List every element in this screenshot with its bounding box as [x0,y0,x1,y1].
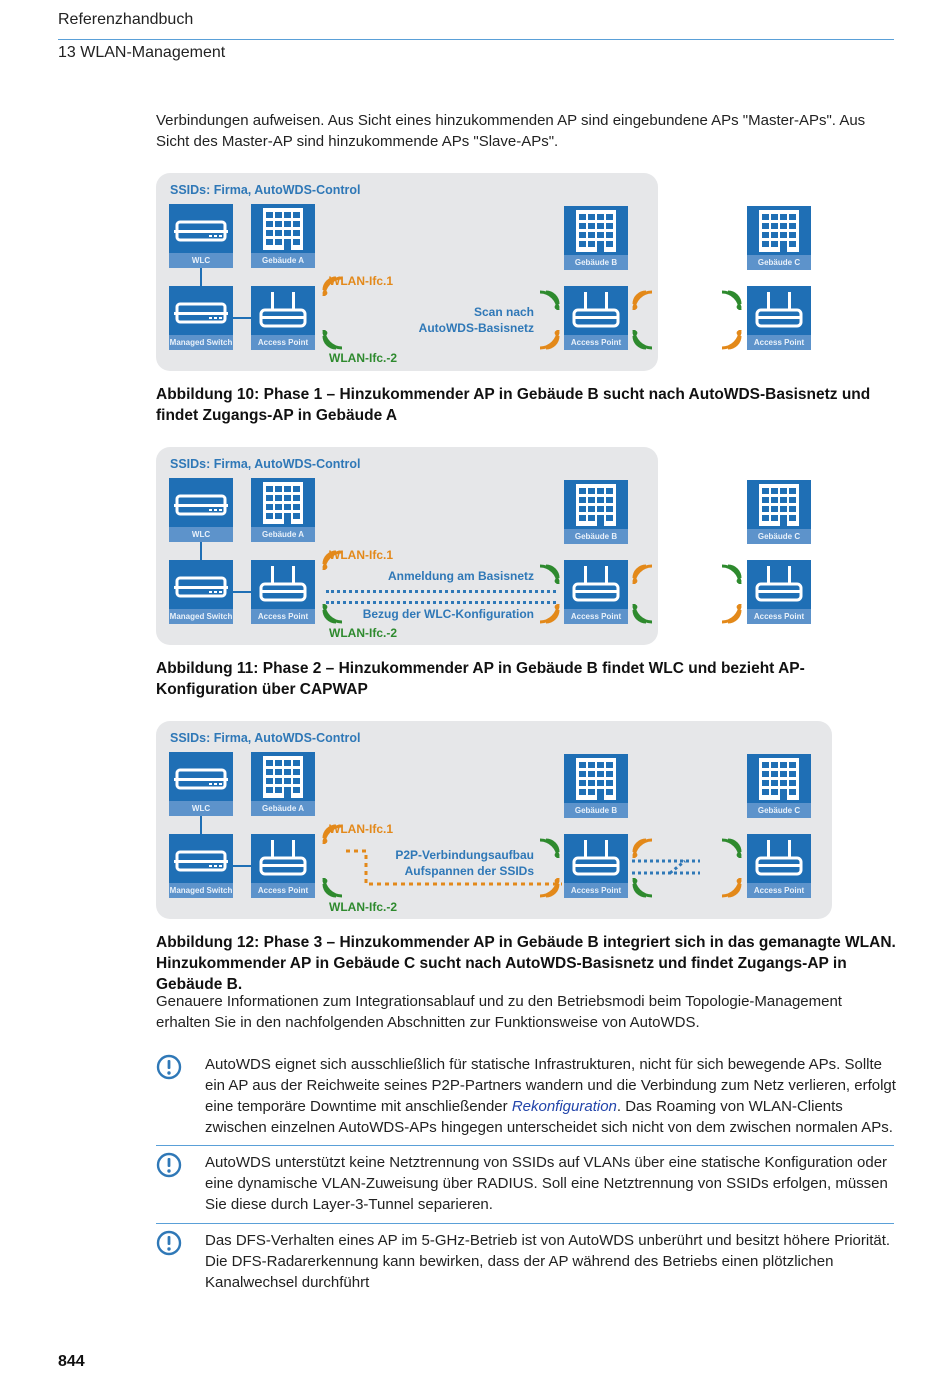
figure-12-ifc1-label: WLAN-Ifc.1 [329,822,393,836]
note-divider [156,1223,894,1224]
access-point-b-label: Access Point [564,883,628,898]
building-b-icon [564,206,628,270]
access-point-c-device [747,286,811,350]
header-divider [58,39,894,40]
wlc-device [169,204,233,268]
managed-switch-device [169,834,233,898]
figure-10-ssid-label: SSIDs: Firma, AutoWDS-Control [170,183,361,197]
access-point-a-device [251,834,315,898]
access-point-b-device [564,560,628,624]
building-a-label: Gebäude A [251,253,315,268]
green-wave-icon [540,290,562,317]
building-a-label: Gebäude A [251,801,315,816]
figure-12-link-lines [340,840,740,890]
access-point-a-device [251,286,315,350]
managed-switch-device [169,286,233,350]
figure-10-scan-label-2: AutoWDS-Basisnetz [418,321,534,335]
figure-12-p2p-label-1: P2P-Verbindungsaufbau [395,848,534,862]
switch-ap-connection [233,591,251,593]
orange-wave-icon [722,330,744,357]
figure-11-ifc1-label: WLAN-Ifc.1 [329,548,393,562]
attention-icon [156,1054,182,1080]
managed-switch-device [169,560,233,624]
orange-wave-icon [540,604,562,631]
figure-11-anmeldung-label: Anmeldung am Basisnetz [387,569,534,583]
building-c-label: Gebäude C [747,255,811,270]
figure-12-ifc2-label: WLAN-Ifc.-2 [329,900,397,914]
building-b-label: Gebäude B [564,803,628,818]
access-point-c-device [747,560,811,624]
wlc-label: WLC [169,253,233,268]
note-dfs-behaviour: Das DFS-Verhalten eines AP im 5-GHz-Betrieb ist von AutoWDS unberührt und besitzt höhere Priorität. Die DFS-Radarerkennung kann bewirken, dass der AP während des Betriebs einen plötzlichen Kanalwechsel durchführt [205,1232,891,1291]
figure-12-ssid-label: SSIDs: Firma, AutoWDS-Control [170,731,361,745]
green-wave-icon [722,564,744,591]
access-point-c-label: Access Point [747,609,811,624]
building-b-label: Gebäude B [564,255,628,270]
access-point-a-label: Access Point [251,335,315,350]
green-wave-icon [632,330,654,357]
note-1-text-before: AutoWDS eignet sich ausschließlich für statische Infrastrukturen, nicht für sich bewegende APs. Sollte ein AP aus der Reichweite seines P2P-Partners wandern und die Verbindung zum Netz verlieren, erfolgt eine temporäre Downtime mit anschließender [205,1056,896,1115]
running-header-title: Referenzhandbuch [58,11,194,28]
access-point-b-label: Access Point [564,335,628,350]
access-point-a-label: Access Point [251,883,315,898]
figure-11-ssid-label: SSIDs: Firma, AutoWDS-Control [170,457,361,471]
wlc-device [169,752,233,816]
green-wave-icon [632,604,654,631]
building-b-label: Gebäude B [564,529,628,544]
note-vlan-separation: AutoWDS unterstützt keine Netztrennung von SSIDs auf VLANs über eine statische Konfiguration oder eine dynamische VLAN-Zuweisung über RADIUS. Soll eine Netztrennung von SSIDs erfolgen, müssen Sie diese durch Layer-3-Tunnel separieren. [205,1154,888,1213]
wlc-label: WLC [169,801,233,816]
access-point-c-label: Access Point [747,335,811,350]
note-static-infrastructure [205,1054,897,1138]
attention-icon [156,1230,182,1256]
intro-paragraph: Verbindungen aufweisen. Aus Sicht eines hinzukommenden AP sind eingebundene APs "Master-APs". Aus Sicht des Master-AP sind hinzukommende APs "Slave-APs". [156,112,866,150]
building-a-icon [251,478,315,542]
figure-10-ifc2-label: WLAN-Ifc.-2 [329,351,397,365]
building-a-label: Gebäude A [251,527,315,542]
switch-ap-connection [233,865,251,867]
figure-11-dotted-link-top [326,590,556,593]
wlc-switch-connection [200,816,202,834]
wlc-device [169,478,233,542]
figure-10-ifc1-label: WLAN-Ifc.1 [329,274,393,288]
access-point-b-device [564,286,628,350]
attention-icon [156,1152,182,1178]
wlc-label: WLC [169,527,233,542]
building-c-label: Gebäude C [747,803,811,818]
managed-switch-label: Managed Switch [169,335,233,350]
figure-11-dotted-link-bottom [326,601,556,604]
access-point-a-device [251,560,315,624]
access-point-b-label: Access Point [564,609,628,624]
figure-10-scan-label-1: Scan nach [473,305,534,319]
building-c-icon [747,480,811,544]
figure-12-caption-line-2: Hinzukommender AP in Gebäude C sucht nach AutoWDS-Basisnetz und findet Zugangs-AP in Gebäude B. [156,955,847,993]
info-paragraph: Genauere Informationen zum Integrationsablauf und zu den Betriebsmodi beim Topologie-Management erhalten Sie in den nachfolgenden Abschnitten zur Funktionsweise von AutoWDS. [156,993,842,1031]
rekonfiguration-link[interactable]: Rekonfiguration [511,1098,617,1115]
note-1-text-after: . Das Roaming von WLAN-Clients zwischen einzelnen AutoWDS-APs hingegen unterscheidet sich nicht von dem zwischen normalen APs. [205,1098,893,1136]
switch-ap-connection [233,317,251,319]
orange-wave-icon [722,604,744,631]
figure-12-caption-line-1: Abbildung 12: Phase 3 – Hinzukommender AP in Gebäude B integriert sich in das gemanagte WLAN. [156,934,896,951]
building-a-icon [251,204,315,268]
note-divider [156,1145,894,1146]
managed-switch-label: Managed Switch [169,883,233,898]
figure-10-caption: Abbildung 10: Phase 1 – Hinzukommender AP in Gebäude B sucht nach AutoWDS-Basisnetz und findet Zugangs-AP in Gebäude A [156,386,871,424]
access-point-c-device [747,834,811,898]
building-a-icon [251,752,315,816]
running-header-chapter: 13 WLAN-Management [58,44,226,61]
wlc-switch-connection [200,542,202,560]
access-point-a-label: Access Point [251,609,315,624]
figure-11-caption: Abbildung 11: Phase 2 – Hinzukommender AP in Gebäude B findet WLC und bezieht AP-Konfiguration über CAPWAP [156,660,805,698]
orange-wave-icon [632,290,654,317]
managed-switch-label: Managed Switch [169,609,233,624]
building-b-icon [564,480,628,544]
orange-wave-icon [540,330,562,357]
green-wave-icon [722,290,744,317]
building-c-label: Gebäude C [747,529,811,544]
orange-wave-icon [632,564,654,591]
figure-11-ifc2-label: WLAN-Ifc.-2 [329,626,397,640]
building-c-icon [747,754,811,818]
wlc-switch-connection [200,268,202,286]
building-b-icon [564,754,628,818]
building-c-icon [747,206,811,270]
green-wave-icon [540,564,562,591]
access-point-c-label: Access Point [747,883,811,898]
page-number: 844 [58,1353,85,1370]
figure-11-bezug-label: Bezug der WLC-Konfiguration [362,607,534,621]
figure-12-p2p-label-2: Aufspannen der SSIDs [404,864,534,878]
